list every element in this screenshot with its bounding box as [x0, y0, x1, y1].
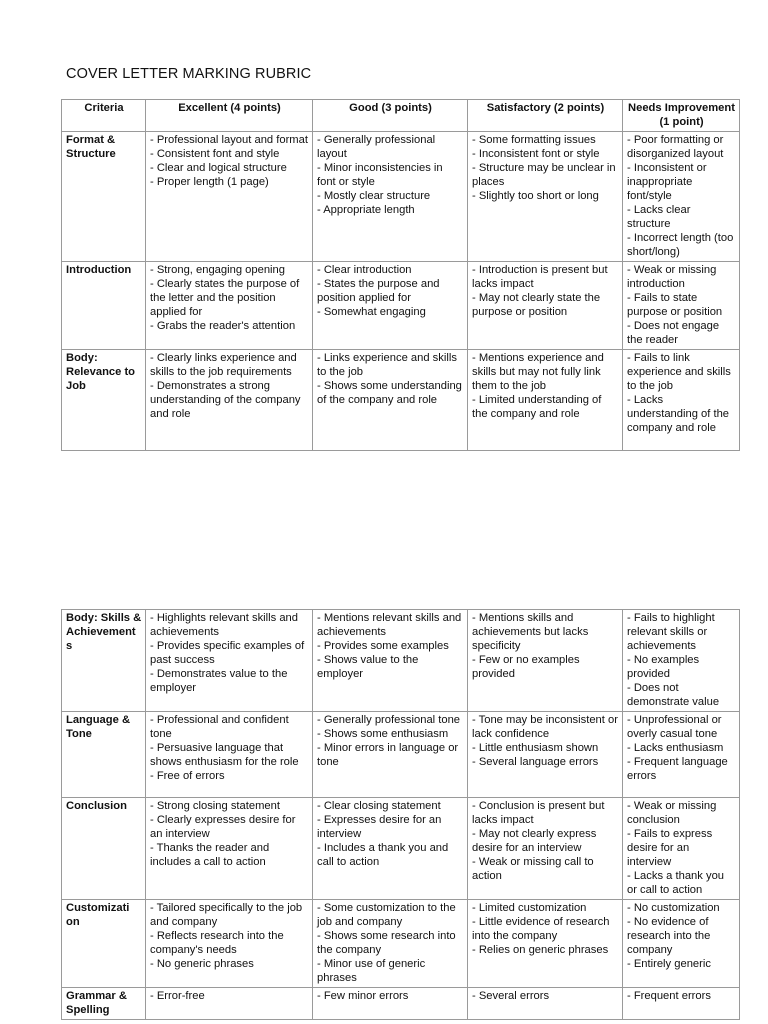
- criteria-cell: Body: Skills & Achievement s: [62, 610, 146, 712]
- excellent-cell: - Professional layout and format - Consistent font and style - Clear and logical structure - Proper length (1 page): [146, 132, 313, 262]
- satisfactory-cell: - Several errors: [468, 988, 623, 1020]
- rubric-table-page1: [61, 99, 740, 451]
- rubric-table-page2: [61, 609, 740, 1020]
- good-cell: - Generally professional tone - Shows some enthusiasm - Minor errors in language or tone: [313, 712, 468, 798]
- criteria-cell: Format & Structure: [62, 132, 146, 262]
- needs-improvement-cell: - Poor formatting or disorganized layout - Inconsistent or inappropriate font/style - Lacks clear structure - Incorrect length (too short/long): [623, 132, 740, 262]
- excellent-cell: - Highlights relevant skills and achievements - Provides specific examples of past success - Demonstrates value to the employer: [146, 610, 313, 712]
- satisfactory-cell: - Limited customization - Little evidence of research into the company - Relies on generic phrases: [468, 900, 623, 988]
- good-cell: - Clear introduction - States the purpose and position applied for - Somewhat engaging: [313, 262, 468, 350]
- satisfactory-cell: - Conclusion is present but lacks impact - May not clearly express desire for an interview - Weak or missing call to action: [468, 798, 623, 900]
- excellent-cell: - Clearly links experience and skills to the job requirements - Demonstrates a strong understanding of the company and role: [146, 350, 313, 451]
- good-cell: - Generally professional layout - Minor inconsistencies in font or style - Mostly clear structure - Appropriate length: [313, 132, 468, 262]
- document-title: COVER LETTER MARKING RUBRIC: [66, 66, 312, 82]
- table-row: [62, 262, 740, 350]
- header-good: Good (3 points): [313, 100, 468, 132]
- header-satisfactory: Satisfactory (2 points): [468, 100, 623, 132]
- header-needs-improvement: Needs Improvement (1 point): [623, 100, 740, 132]
- good-cell: - Few minor errors: [313, 988, 468, 1020]
- table-row: [62, 712, 740, 798]
- excellent-cell: - Professional and confident tone - Persuasive language that shows enthusiasm for the role - Free of errors: [146, 712, 313, 798]
- excellent-cell: - Strong, engaging opening - Clearly states the purpose of the letter and the position applied for - Grabs the reader's attention: [146, 262, 313, 350]
- excellent-cell: - Tailored specifically to the job and company - Reflects research into the company's needs - No generic phrases: [146, 900, 313, 988]
- criteria-cell: Customizati on: [62, 900, 146, 988]
- table-row: [62, 132, 740, 262]
- criteria-cell: Conclusion: [62, 798, 146, 900]
- criteria-cell: Grammar & Spelling: [62, 988, 146, 1020]
- satisfactory-cell: - Mentions experience and skills but may not fully link them to the job - Limited understanding of the company and role: [468, 350, 623, 451]
- satisfactory-cell: - Tone may be inconsistent or lack confidence - Little enthusiasm shown - Several language errors: [468, 712, 623, 798]
- excellent-cell: - Error-free: [146, 988, 313, 1020]
- criteria-cell: Language & Tone: [62, 712, 146, 798]
- good-cell: - Links experience and skills to the job - Shows some understanding of the company and role: [313, 350, 468, 451]
- good-cell: - Clear closing statement - Expresses desire for an interview - Includes a thank you and call to action: [313, 798, 468, 900]
- needs-improvement-cell: - No customization - No evidence of research into the company - Entirely generic: [623, 900, 740, 988]
- table-row: [62, 900, 740, 988]
- good-cell: - Some customization to the job and company - Shows some research into the company - Minor use of generic phrases: [313, 900, 468, 988]
- table-row: [62, 798, 740, 900]
- table-row: [62, 610, 740, 712]
- needs-improvement-cell: - Fails to highlight relevant skills or achievements - No examples provided - Does not demonstrate value: [623, 610, 740, 712]
- table-row: [62, 988, 740, 1020]
- satisfactory-cell: - Mentions skills and achievements but lacks specificity - Few or no examples provided: [468, 610, 623, 712]
- criteria-cell: Body: Relevance to Job: [62, 350, 146, 451]
- criteria-cell: Introduction: [62, 262, 146, 350]
- header-criteria: Criteria: [62, 100, 146, 132]
- good-cell: - Mentions relevant skills and achievements - Provides some examples - Shows value to the employer: [313, 610, 468, 712]
- needs-improvement-cell: - Weak or missing conclusion - Fails to express desire for an interview - Lacks a thank you or call to action: [623, 798, 740, 900]
- header-row: [62, 100, 740, 132]
- satisfactory-cell: - Some formatting issues - Inconsistent font or style - Structure may be unclear in places - Slightly too short or long: [468, 132, 623, 262]
- table-row: [62, 350, 740, 451]
- header-excellent: Excellent (4 points): [146, 100, 313, 132]
- satisfactory-cell: - Introduction is present but lacks impact - May not clearly state the purpose or position: [468, 262, 623, 350]
- excellent-cell: - Strong closing statement - Clearly expresses desire for an interview - Thanks the reader and includes a call to action: [146, 798, 313, 900]
- needs-improvement-cell: - Fails to link experience and skills to the job - Lacks understanding of the company and role: [623, 350, 740, 451]
- needs-improvement-cell: - Unprofessional or overly casual tone - Lacks enthusiasm - Frequent language errors: [623, 712, 740, 798]
- needs-improvement-cell: - Weak or missing introduction - Fails to state purpose or position - Does not engage the reader: [623, 262, 740, 350]
- needs-improvement-cell: - Frequent errors: [623, 988, 740, 1020]
